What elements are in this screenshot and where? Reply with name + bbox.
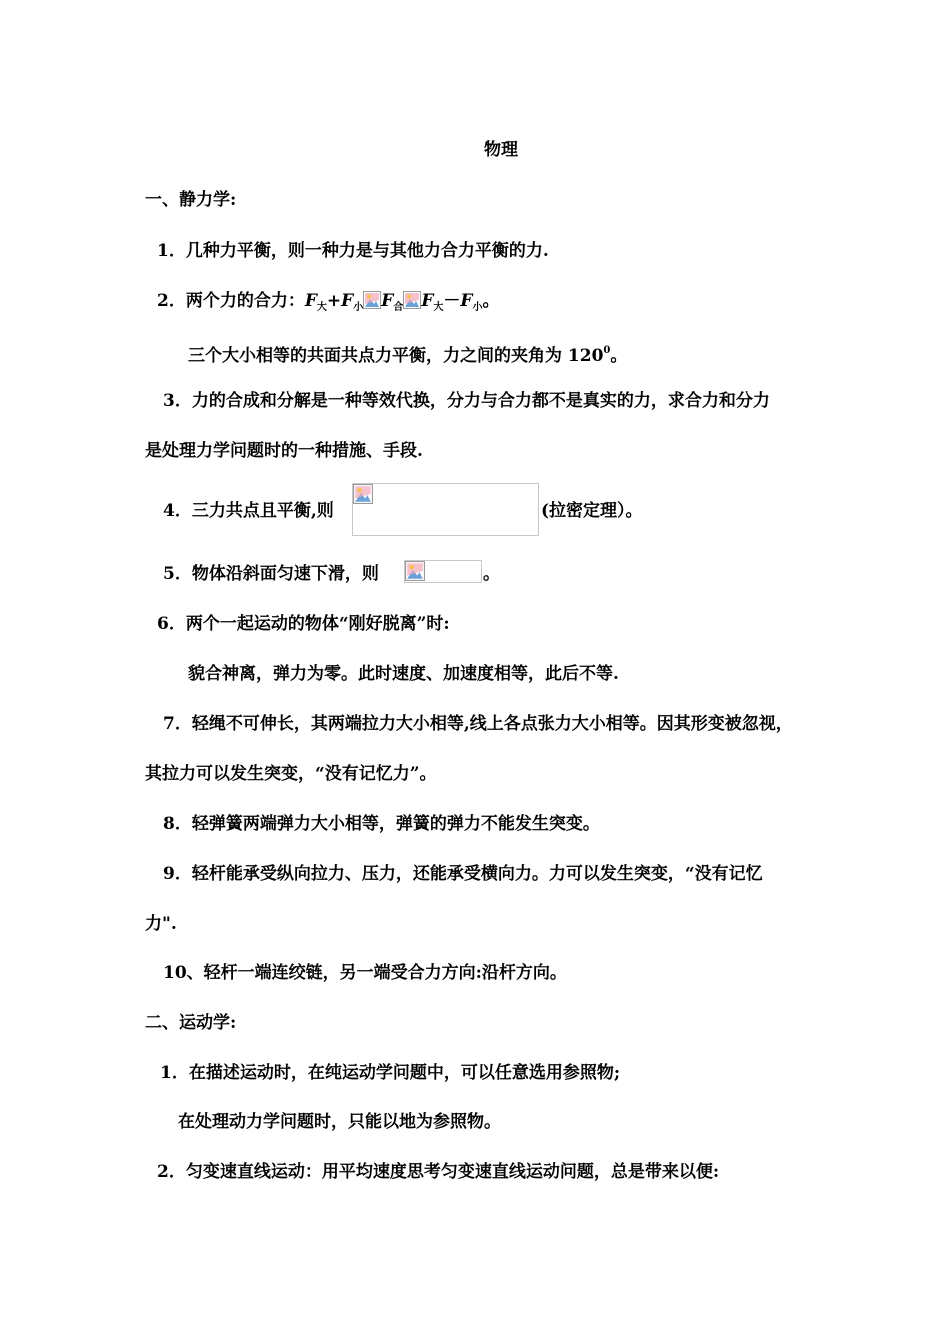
statics-item-3-line1: 3．力的合成和分解是一种等效代换，分力与合力都不是真实的力，求合力和分力 [163, 391, 770, 411]
degree-superscript: 0 [603, 345, 611, 356]
kinematics-item-1b: 在处理动力学问题时，只能以地为参照物。 [178, 1112, 501, 1132]
kinematics-item-2: 2．匀变速直线运动：用平均速度思考匀变速直线运动问题，总是带来以便: [157, 1162, 720, 1182]
item-5-suffix: 。 [483, 564, 500, 584]
broken-image-icon [363, 291, 381, 309]
incline-formula-image [404, 560, 482, 583]
formula-plus: + [326, 291, 342, 311]
formula-f-small-2: $F_小$ [460, 291, 483, 313]
angle-text: 三个大小相等的共面共点力平衡，力之间的夹角为 120 [188, 346, 604, 366]
formula-f-large: $F_大$ [304, 291, 327, 313]
angle-text-end: 。 [610, 346, 628, 366]
statics-item-5 [163, 563, 379, 585]
statics-item-9-line2: 力". [145, 914, 177, 934]
statics-item-1: 1．几种力平衡，则一种力是与其他力合力平衡的力. [157, 241, 549, 261]
statics-item-4 [163, 500, 334, 522]
section-heading-kinematics: 二、运动学: [145, 1013, 237, 1033]
kinematics-item-1: 1．在描述运动时，在纯运动学问题中，可以任意选用参照物; [160, 1063, 621, 1083]
statics-item-7-line1: 7．轻绳不可伸长，其两端拉力大小相等,线上各点张力大小相等。因其形变被忽视， [163, 714, 793, 734]
statics-item-9-line1: 9．轻杆能承受纵向拉力、压力，还能承受横向力。力可以发生突变，“没有记忆 [163, 864, 763, 884]
page-title: 物理 [484, 140, 518, 160]
item-4-suffix: (拉密定理）。 [541, 501, 643, 521]
formula-minus: － [443, 291, 461, 311]
item-2-end: 。 [482, 291, 500, 311]
broken-image-icon [405, 561, 425, 581]
formula-f-small: $F_小$ [341, 291, 364, 313]
statics-item-10: 10、轻杆一端连绞链，另一端受合力方向:沿杆方向。 [163, 963, 567, 983]
formula-f-resultant: $F_合$ [381, 291, 404, 313]
statics-item-2 [157, 290, 499, 319]
statics-item-3-line2: 是处理力学问题时的一种措施、手段. [145, 441, 423, 461]
broken-image-icon [353, 484, 373, 504]
section-heading-statics: 一、静力学: [145, 190, 237, 210]
statics-item-2b [188, 340, 627, 367]
statics-item-8: 8．轻弹簧两端弹力大小相等，弹簧的弹力不能发生突变。 [163, 814, 600, 834]
broken-image-icon [403, 291, 421, 309]
item-5-prefix: 5．物体沿斜面匀速下滑，则 [163, 564, 379, 584]
statics-item-6b: 貌合神离，弹力为零。此时速度、加速度相等，此后不等. [188, 664, 619, 684]
statics-item-6: 6．两个一起运动的物体“刚好脱离”时: [157, 614, 450, 634]
item-4-prefix: 4．三力共点且平衡,则 [163, 501, 334, 521]
lami-theorem-formula-image [352, 483, 539, 536]
item-2-prefix: 2．两个力的合力： [157, 291, 305, 311]
statics-item-7-line2: 其拉力可以发生突变，“没有记忆力”。 [145, 764, 437, 784]
formula-f-large-2: $F_大$ [421, 291, 444, 313]
